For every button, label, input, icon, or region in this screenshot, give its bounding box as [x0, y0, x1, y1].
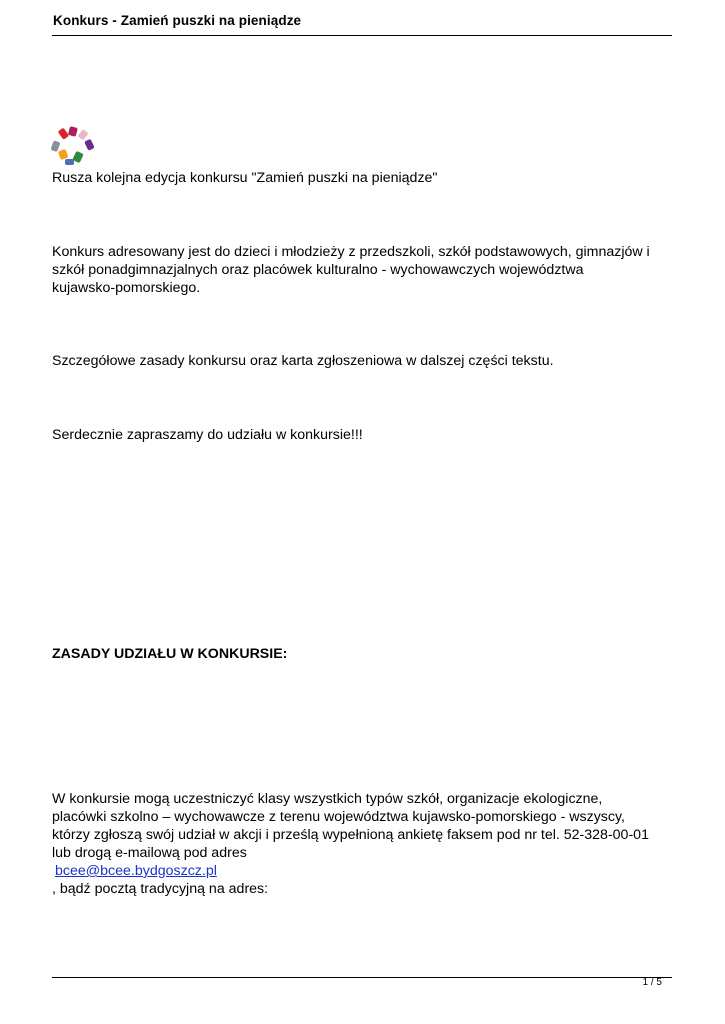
- invitation-paragraph: Serdecznie zapraszamy do udziału w konkursie!!!: [52, 427, 363, 443]
- participation-paragraph: [52, 790, 677, 898]
- document-title: Konkurs - Zamień puszki na pieniądze: [53, 13, 302, 28]
- audience-line: kujawsko-pomorskiego.: [52, 280, 201, 296]
- after-email-line: , bądź pocztą tradycyjną na adres:: [52, 881, 269, 897]
- header-divider: [52, 35, 672, 36]
- can-top-right: [77, 129, 88, 140]
- email-line: [52, 862, 677, 880]
- can-top: [68, 126, 78, 137]
- can-top-left: [58, 128, 69, 140]
- participation-line: W konkursie mogą uczestniczyć klasy wszystkich typów szkół, organizacje ekologiczne,: [52, 791, 603, 807]
- details-paragraph: Szczegółowe zasady konkursu oraz karta zgłoszeniowa w dalszej części tekstu.: [52, 353, 554, 369]
- participation-line: którzy zgłoszą swój udział w akcji i prześlą wypełnioną ankietę faksem pod nr tel. 52-328-00-01: [52, 827, 649, 843]
- audience-line: Konkurs adresowany jest do dzieci i młodzieży z przedszkoli, szkół podstawowych, gimnazjów i: [52, 244, 650, 260]
- rules-heading: ZASADY UDZIAŁU W KONKURSIE:: [52, 646, 288, 662]
- recycling-cans-icon: [50, 126, 98, 168]
- footer-divider: [52, 977, 672, 978]
- intro-paragraph: Rusza kolejna edycja konkursu "Zamień puszki na pieniądze": [52, 170, 438, 186]
- can-bottom: [65, 159, 74, 165]
- participation-line: placówki szkolno – wychowawcze z terenu województwa kujawsko-pomorskiego - wszyscy,: [52, 809, 625, 825]
- participation-line: lub drogą e-mailową pod adres: [52, 845, 247, 861]
- page-number: 1 / 5: [642, 977, 662, 988]
- can-bottom-left: [58, 149, 69, 160]
- audience-line: szkół ponadgimnazjalnych oraz placówek kulturalno - wychowawczych województwa: [52, 262, 584, 278]
- email-link[interactable]: bcee@bcee.bydgoszcz.pl: [55, 863, 217, 879]
- can-right: [84, 139, 95, 151]
- can-left: [50, 140, 60, 152]
- audience-paragraph: [52, 243, 677, 297]
